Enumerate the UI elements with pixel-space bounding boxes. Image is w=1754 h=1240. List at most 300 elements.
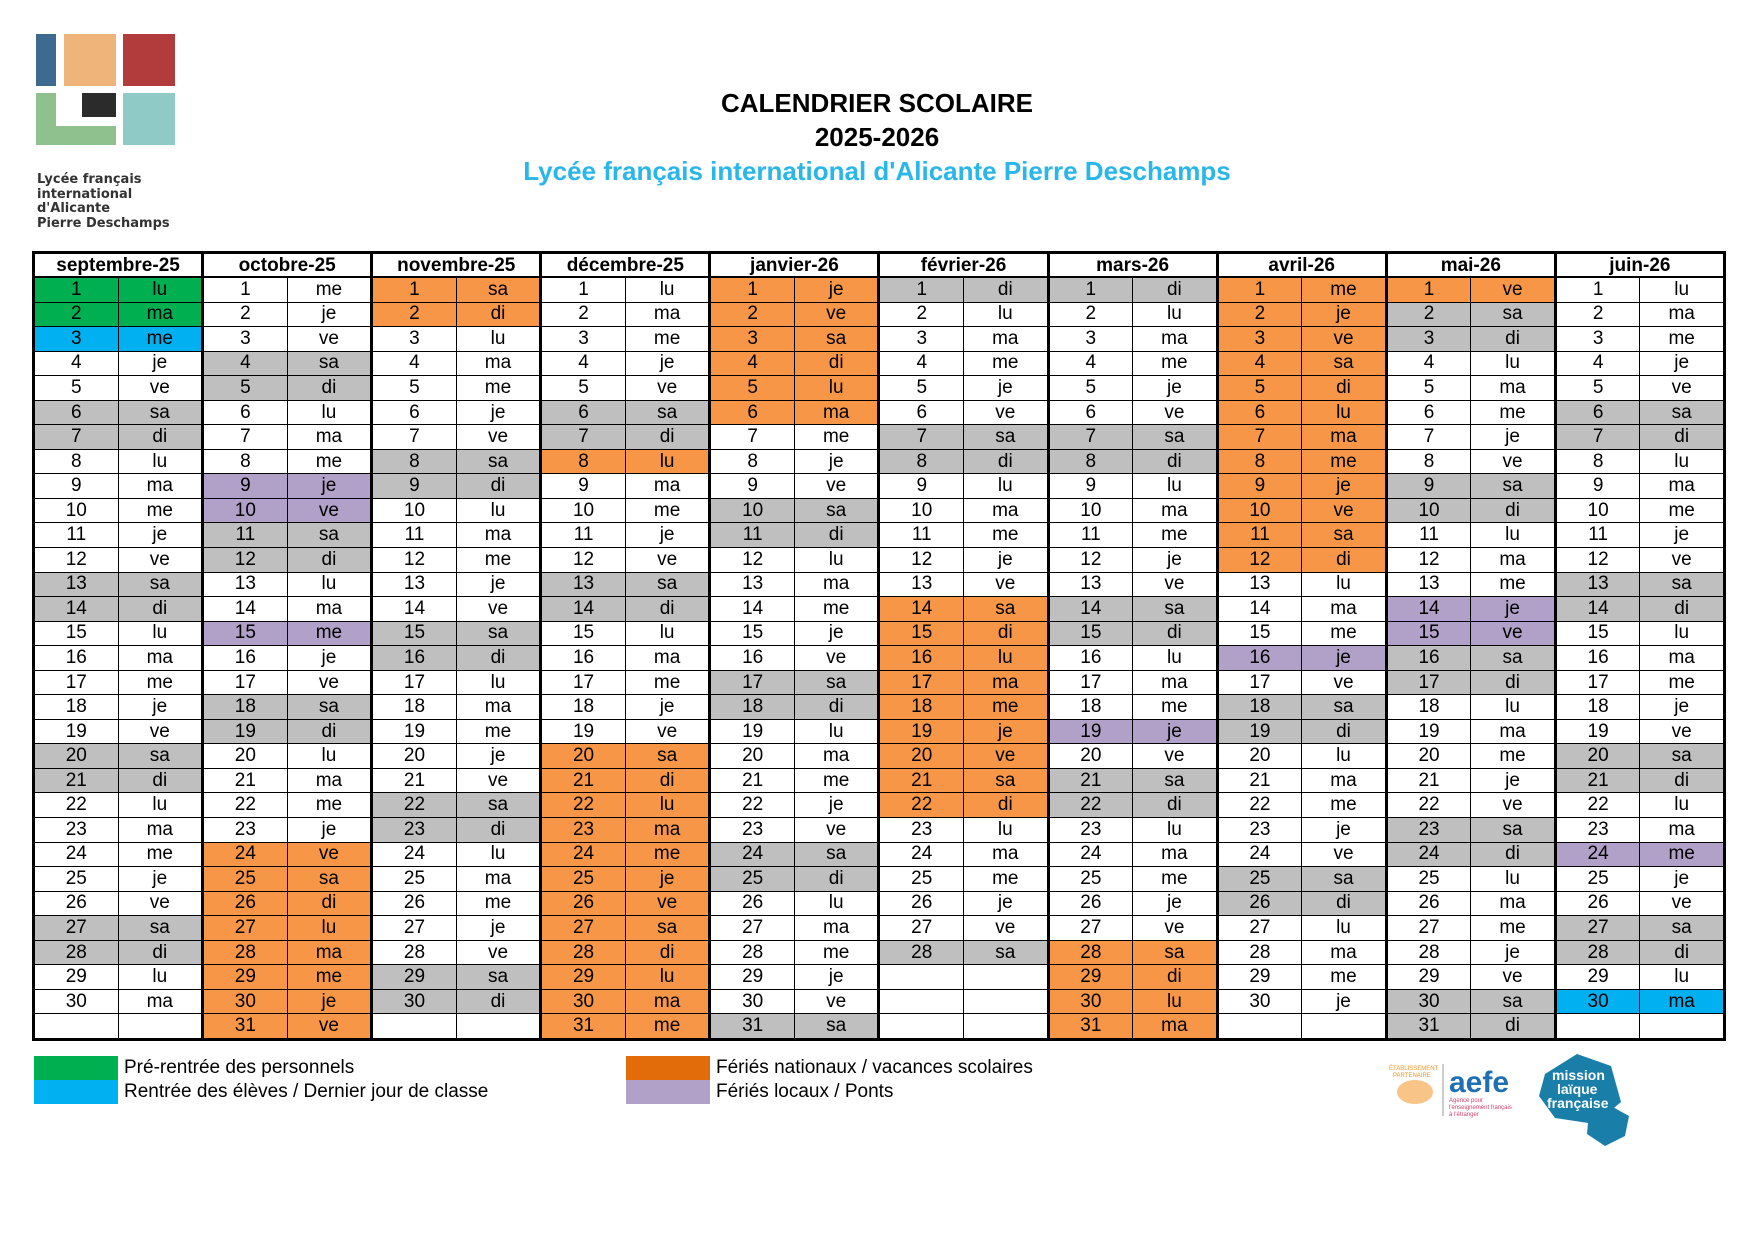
day-weekday: lu xyxy=(1166,646,1182,668)
aefe-subtitle: l'enseignement français xyxy=(1449,1105,1512,1111)
day-row xyxy=(542,622,708,647)
day-weekday: di xyxy=(1133,793,1216,817)
day-row xyxy=(542,1014,708,1038)
day-weekday: di xyxy=(795,352,878,376)
day-row xyxy=(35,867,201,892)
day-weekday: me xyxy=(822,769,850,791)
day-row xyxy=(1388,744,1554,769)
day-number: 6 xyxy=(373,401,457,425)
day-number: 1 xyxy=(1050,278,1134,302)
day-number: 3 xyxy=(542,327,626,351)
day-weekday: sa xyxy=(1302,867,1385,891)
day-weekday: me xyxy=(146,843,174,865)
day-weekday: ma xyxy=(1499,720,1526,742)
day-weekday: je xyxy=(1336,990,1351,1012)
day-row xyxy=(1050,867,1216,892)
day-row xyxy=(1050,376,1216,401)
day-weekday: ve xyxy=(487,426,509,448)
day-row xyxy=(880,867,1046,892)
day-row xyxy=(35,327,201,352)
day-row xyxy=(1557,769,1723,794)
day-weekday: je xyxy=(1336,818,1351,840)
day-number: 26 xyxy=(1388,892,1472,916)
day-weekday: ve xyxy=(657,548,678,570)
day-number: 11 xyxy=(373,523,457,547)
day-weekday: lu xyxy=(152,622,168,644)
day-number: 15 xyxy=(880,622,964,646)
day-number: 8 xyxy=(880,450,964,474)
day-number: 10 xyxy=(1557,499,1641,523)
day-row xyxy=(880,376,1046,401)
day-number: 30 xyxy=(373,990,457,1014)
day-weekday: lu xyxy=(1336,745,1351,767)
day-weekday: lu xyxy=(1336,916,1351,938)
day-number: 14 xyxy=(1388,597,1472,621)
day-row xyxy=(373,818,539,843)
day-row xyxy=(542,401,708,426)
day-row xyxy=(1557,990,1723,1015)
day-row xyxy=(1388,671,1554,696)
day-weekday: di xyxy=(288,548,371,572)
day-weekday: me xyxy=(1330,794,1357,816)
day-number: 23 xyxy=(373,818,457,842)
day-number: 4 xyxy=(1219,352,1303,376)
day-number: 9 xyxy=(1219,474,1303,498)
day-number: 18 xyxy=(373,695,457,719)
day-weekday: ma xyxy=(1668,646,1695,668)
day-weekday: lu xyxy=(490,843,506,865)
day-number: 23 xyxy=(1557,818,1641,842)
day-number xyxy=(373,1014,457,1038)
partner-logos xyxy=(1385,1052,1685,1162)
day-row xyxy=(1050,425,1216,450)
day-row xyxy=(1219,376,1385,401)
day-weekday: di xyxy=(964,793,1047,817)
day-row xyxy=(711,573,877,598)
day-number: 16 xyxy=(35,646,119,670)
month-header: octobre-25 xyxy=(204,254,370,278)
day-weekday: sa xyxy=(1640,744,1723,768)
day-row xyxy=(880,720,1046,745)
day-number: 3 xyxy=(204,327,288,351)
day-weekday: ma xyxy=(1161,843,1188,865)
day-weekday: ma xyxy=(146,818,174,840)
day-row xyxy=(1557,474,1723,499)
day-row xyxy=(1388,916,1554,941)
day-row xyxy=(542,818,708,843)
day-number: 21 xyxy=(1050,769,1134,793)
day-row xyxy=(880,622,1046,647)
day-row xyxy=(711,622,877,647)
day-number: 11 xyxy=(1388,523,1472,547)
day-row xyxy=(1050,720,1216,745)
day-row xyxy=(204,916,370,941)
day-row xyxy=(1557,916,1723,941)
day-number: 29 xyxy=(1219,965,1303,989)
day-row xyxy=(711,1014,877,1038)
day-number: 3 xyxy=(1557,327,1641,351)
day-number: 19 xyxy=(542,720,626,744)
day-row xyxy=(1219,793,1385,818)
day-number xyxy=(880,1014,964,1038)
day-row xyxy=(1050,941,1216,966)
day-number: 12 xyxy=(1557,548,1641,572)
day-weekday: sa xyxy=(1302,352,1385,376)
day-number: 30 xyxy=(542,990,626,1014)
day-number: 15 xyxy=(373,622,457,646)
day-row xyxy=(1219,916,1385,941)
day-row xyxy=(880,327,1046,352)
day-row xyxy=(1050,769,1216,794)
day-row xyxy=(1557,941,1723,966)
day-row xyxy=(204,597,370,622)
day-row xyxy=(1388,450,1554,475)
day-number xyxy=(1219,1014,1303,1038)
day-number: 30 xyxy=(1557,990,1641,1014)
day-number: 1 xyxy=(880,278,964,302)
day-weekday: ve xyxy=(964,744,1047,768)
day-row xyxy=(1050,303,1216,328)
day-weekday: me xyxy=(484,376,512,398)
day-number: 7 xyxy=(1050,425,1134,449)
day-number: 20 xyxy=(1219,744,1303,768)
day-number: 17 xyxy=(1050,671,1134,695)
day-row xyxy=(1050,1014,1216,1038)
day-row xyxy=(1388,548,1554,573)
aefe-logo xyxy=(1389,1064,1512,1118)
day-weekday: je xyxy=(659,352,675,374)
day-row xyxy=(542,425,708,450)
day-number: 12 xyxy=(711,548,795,572)
day-weekday: ve xyxy=(1502,450,1523,472)
day-row xyxy=(711,990,877,1015)
day-weekday: me xyxy=(1161,867,1188,889)
day-row xyxy=(542,450,708,475)
day-number: 2 xyxy=(35,303,119,327)
aefe-wordmark: aefe xyxy=(1449,1066,1510,1099)
day-row xyxy=(373,695,539,720)
day-number: 25 xyxy=(711,867,795,891)
day-number: 18 xyxy=(711,695,795,719)
day-weekday: sa xyxy=(119,401,202,425)
day-weekday: je xyxy=(1133,720,1216,744)
day-weekday: sa xyxy=(795,1014,878,1038)
day-weekday: je xyxy=(828,966,844,988)
day-row xyxy=(880,450,1046,475)
day-weekday: ma xyxy=(484,524,512,546)
day-row xyxy=(1388,327,1554,352)
day-weekday: me xyxy=(1330,966,1357,988)
day-weekday: ve xyxy=(318,327,339,349)
day-number: 4 xyxy=(204,352,288,376)
legend-right xyxy=(626,1056,1033,1104)
day-weekday: lu xyxy=(659,278,675,300)
day-row xyxy=(373,573,539,598)
day-weekday: sa xyxy=(1302,523,1385,547)
day-row xyxy=(1219,548,1385,573)
day-number: 24 xyxy=(1557,843,1641,867)
day-weekday: di xyxy=(1471,1014,1554,1038)
day-weekday: me xyxy=(1161,352,1188,374)
day-number: 1 xyxy=(35,278,119,302)
day-number: 1 xyxy=(373,278,457,302)
month-header: mars-26 xyxy=(1050,254,1216,278)
day-number: 30 xyxy=(711,990,795,1014)
calendar-grid xyxy=(32,251,1726,1041)
day-number: 19 xyxy=(204,720,288,744)
day-row xyxy=(1219,744,1385,769)
day-weekday: je xyxy=(1674,524,1690,546)
day-row xyxy=(1557,744,1723,769)
day-number: 4 xyxy=(373,352,457,376)
day-row xyxy=(1219,867,1385,892)
day-row xyxy=(1050,499,1216,524)
day-number: 5 xyxy=(542,376,626,400)
legend-swatch-orange xyxy=(626,1056,710,1080)
day-weekday: sa xyxy=(1471,990,1554,1014)
day-row xyxy=(711,352,877,377)
day-number: 14 xyxy=(1557,597,1641,621)
day-number: 17 xyxy=(880,671,964,695)
day-weekday: je xyxy=(288,474,371,498)
mlf-text: française xyxy=(1547,1095,1609,1111)
day-number: 30 xyxy=(1219,990,1303,1014)
legend-swatch-purple xyxy=(626,1080,710,1104)
day-number: 17 xyxy=(1219,671,1303,695)
day-weekday: ma xyxy=(484,696,512,718)
day-weekday: je xyxy=(828,450,844,472)
day-weekday: je xyxy=(152,352,168,374)
day-number: 31 xyxy=(204,1014,288,1038)
day-number: 7 xyxy=(542,425,626,449)
day-number: 1 xyxy=(1388,278,1472,302)
day-row xyxy=(1050,573,1216,598)
month-column xyxy=(1385,254,1554,1038)
day-weekday: sa xyxy=(457,965,540,989)
day-row xyxy=(373,671,539,696)
day-number: 25 xyxy=(204,867,288,891)
day-weekday: di xyxy=(1302,548,1385,572)
day-row xyxy=(35,769,201,794)
day-row xyxy=(542,646,708,671)
day-row xyxy=(880,573,1046,598)
day-number: 15 xyxy=(204,622,288,646)
day-row xyxy=(542,327,708,352)
day-weekday: je xyxy=(997,892,1013,914)
day-weekday: sa xyxy=(119,573,202,597)
day-number: 11 xyxy=(1557,523,1641,547)
day-number: 3 xyxy=(1050,327,1134,351)
day-row xyxy=(35,916,201,941)
legend-label: Fériés nationaux / vacances scolaires xyxy=(716,1057,1033,1078)
month-column xyxy=(370,254,539,1038)
day-row xyxy=(1557,548,1723,573)
day-row xyxy=(711,376,877,401)
day-number: 2 xyxy=(204,303,288,327)
day-weekday: di xyxy=(288,892,371,916)
day-number: 24 xyxy=(880,843,964,867)
day-number: 5 xyxy=(880,376,964,400)
day-weekday: ma xyxy=(146,990,174,1012)
day-row xyxy=(1388,843,1554,868)
day-number: 18 xyxy=(880,695,964,719)
day-number: 20 xyxy=(1557,744,1641,768)
day-number: 31 xyxy=(711,1014,795,1038)
day-weekday: je xyxy=(490,745,506,767)
day-row xyxy=(1219,352,1385,377)
day-number xyxy=(1557,1014,1641,1038)
day-row xyxy=(1388,818,1554,843)
day-row xyxy=(1388,892,1554,917)
day-number: 12 xyxy=(204,548,288,572)
day-row xyxy=(1050,450,1216,475)
day-row xyxy=(880,941,1046,966)
day-row xyxy=(1388,793,1554,818)
month-column xyxy=(201,254,370,1038)
day-number: 20 xyxy=(1388,744,1472,768)
day-row xyxy=(880,916,1046,941)
day-number: 21 xyxy=(542,769,626,793)
day-weekday: ve xyxy=(1302,499,1385,523)
day-weekday: di xyxy=(626,597,709,621)
day-row xyxy=(880,548,1046,573)
day-weekday: sa xyxy=(457,793,540,817)
day-weekday: ma xyxy=(315,597,343,619)
day-weekday: ve xyxy=(626,892,709,916)
day-number: 25 xyxy=(542,867,626,891)
day-weekday: lu xyxy=(152,794,168,816)
month-header: décembre-25 xyxy=(542,254,708,278)
day-weekday: di xyxy=(457,303,540,327)
day-weekday: ve xyxy=(149,892,170,914)
day-row xyxy=(204,671,370,696)
day-weekday: je xyxy=(152,524,168,546)
day-row xyxy=(35,474,201,499)
day-row xyxy=(373,278,539,303)
day-weekday: ma xyxy=(484,352,512,374)
day-number: 28 xyxy=(1050,941,1134,965)
day-number: 27 xyxy=(204,916,288,940)
day-row xyxy=(1050,474,1216,499)
day-row xyxy=(880,499,1046,524)
day-weekday: di xyxy=(626,769,709,793)
day-weekday: lu xyxy=(152,966,168,988)
day-number: 4 xyxy=(1050,352,1134,376)
day-row xyxy=(204,695,370,720)
day-number: 12 xyxy=(1219,548,1303,572)
day-weekday: di xyxy=(1133,622,1216,646)
day-weekday: me xyxy=(484,892,512,914)
day-row xyxy=(880,769,1046,794)
day-row xyxy=(1219,818,1385,843)
aefe-subtitle: Agence pour xyxy=(1449,1098,1484,1104)
day-weekday: sa xyxy=(1640,573,1723,597)
day-row xyxy=(35,573,201,598)
day-row xyxy=(542,965,708,990)
day-weekday: sa xyxy=(795,843,878,867)
day-number: 24 xyxy=(542,843,626,867)
day-weekday: me xyxy=(1640,843,1723,867)
day-weekday: ve xyxy=(1164,573,1185,595)
day-weekday: sa xyxy=(288,867,371,891)
day-row xyxy=(1388,303,1554,328)
day-number: 22 xyxy=(880,793,964,817)
day-row xyxy=(711,425,877,450)
day-weekday: sa xyxy=(457,278,540,302)
day-row xyxy=(35,965,201,990)
day-row xyxy=(711,867,877,892)
day-number: 14 xyxy=(880,597,964,621)
day-row xyxy=(35,990,201,1015)
day-number: 4 xyxy=(1557,352,1641,376)
day-weekday: je xyxy=(795,278,878,302)
day-number: 23 xyxy=(1219,818,1303,842)
day-row xyxy=(1050,352,1216,377)
day-row xyxy=(1388,769,1554,794)
day-row xyxy=(1050,523,1216,548)
day-number: 22 xyxy=(373,793,457,817)
day-row xyxy=(1557,720,1723,745)
day-number: 23 xyxy=(711,818,795,842)
day-number: 3 xyxy=(35,327,119,351)
day-number: 11 xyxy=(204,523,288,547)
day-weekday: di xyxy=(1640,769,1723,793)
day-weekday: ve xyxy=(487,941,509,963)
day-weekday: di xyxy=(119,597,202,621)
day-weekday: sa xyxy=(457,622,540,646)
day-number: 6 xyxy=(35,401,119,425)
day-number: 29 xyxy=(711,965,795,989)
day-weekday: sa xyxy=(119,744,202,768)
logo-block-red xyxy=(123,34,175,86)
day-row xyxy=(1557,376,1723,401)
day-weekday: ma xyxy=(1133,1014,1216,1038)
day-weekday: ve xyxy=(826,818,847,840)
month-header: septembre-25 xyxy=(35,254,201,278)
day-row xyxy=(1050,278,1216,303)
day-weekday: ve xyxy=(1164,401,1185,423)
day-number: 16 xyxy=(542,646,626,670)
day-number: 25 xyxy=(1388,867,1472,891)
day-weekday: me xyxy=(653,327,681,349)
day-row xyxy=(1050,671,1216,696)
month-column xyxy=(877,254,1046,1038)
day-row xyxy=(1050,990,1216,1015)
day-row xyxy=(204,376,370,401)
day-weekday: di xyxy=(288,376,371,400)
day-number: 15 xyxy=(1388,622,1472,646)
day-row xyxy=(35,941,201,966)
day-row xyxy=(880,793,1046,818)
day-weekday: je xyxy=(490,573,506,595)
day-row xyxy=(542,793,708,818)
day-weekday: ve xyxy=(1671,548,1692,570)
day-weekday: ma xyxy=(653,646,681,668)
day-number: 22 xyxy=(1050,793,1134,817)
day-row xyxy=(880,744,1046,769)
day-row xyxy=(711,744,877,769)
day-weekday: ma xyxy=(1330,941,1357,963)
day-number: 7 xyxy=(35,425,119,449)
day-weekday: lu xyxy=(795,376,878,400)
day-number: 25 xyxy=(35,867,119,891)
month-header: février-26 xyxy=(880,254,1046,278)
day-number: 5 xyxy=(711,376,795,400)
day-row xyxy=(1557,892,1723,917)
day-row xyxy=(1388,499,1554,524)
day-row xyxy=(1388,720,1554,745)
day-number: 17 xyxy=(711,671,795,695)
